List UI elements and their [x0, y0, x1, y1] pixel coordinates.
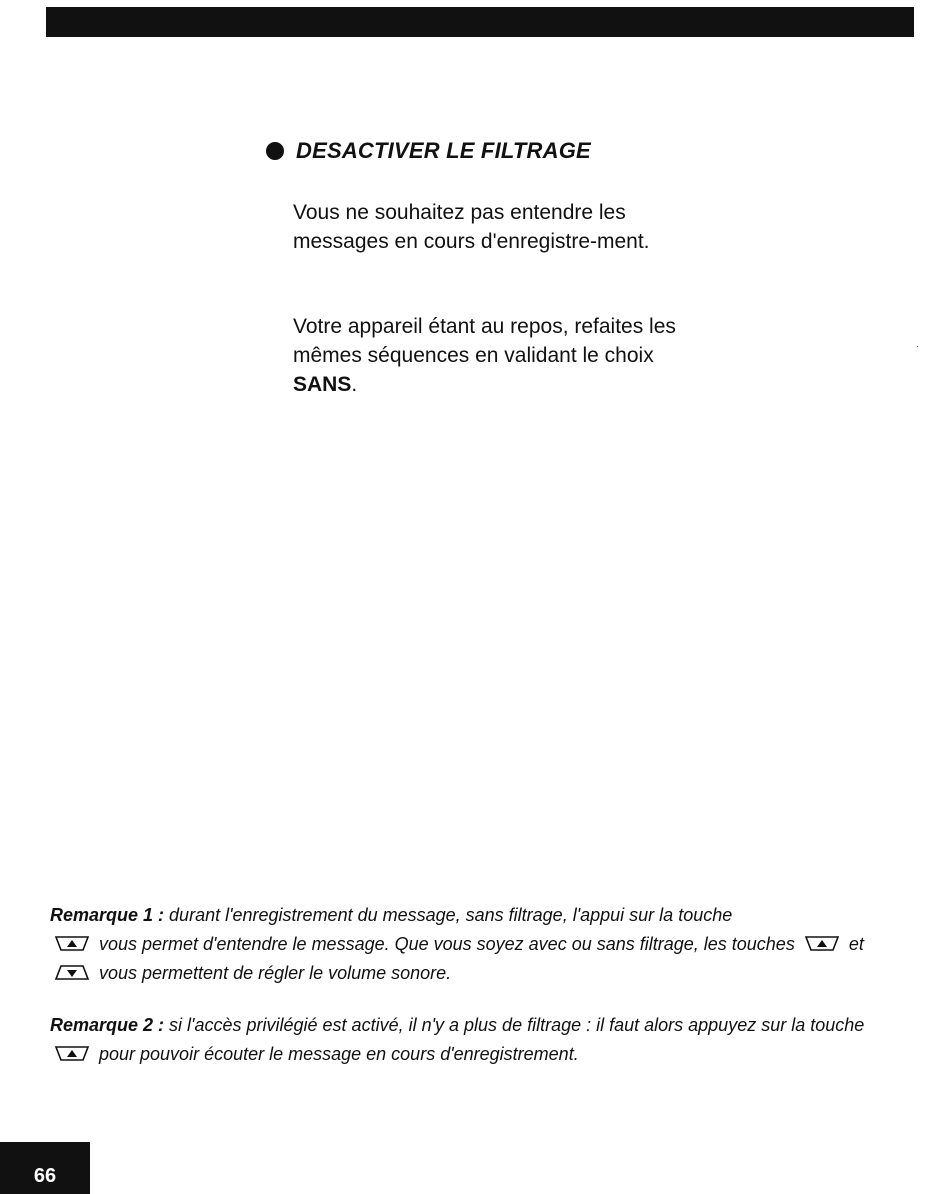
remark-1 — [50, 901, 910, 988]
remark-2 — [50, 1011, 910, 1069]
down-arrow-key-icon — [54, 964, 90, 981]
remark-2-text-b: pour pouvoir écouter le message en cours d'enregistrement. — [94, 1044, 579, 1064]
paragraph-2 — [293, 312, 713, 399]
remark-1-text-a: durant l'enregistrement du message, sans filtrage, l'appui sur la touche — [164, 905, 733, 925]
paragraph-2-end: . — [351, 373, 358, 396]
up-arrow-key-icon — [54, 1045, 90, 1062]
remark-1-label: Remarque 1 : — [50, 905, 165, 925]
header-bar — [46, 7, 914, 37]
paragraph-1: Vous ne souhaitez pas entendre les messages en cours d'enregistre-ment. — [293, 201, 650, 253]
up-arrow-key-icon — [804, 935, 840, 952]
up-arrow-key-icon — [54, 935, 90, 952]
remark-2-label: Remarque 2 : — [50, 1015, 165, 1035]
remark-1-text-d: vous permettent de régler le volume sonore. — [94, 963, 452, 983]
remark-1-text-b: vous permet d'entendre le message. Que vous soyez avec ou sans filtrage, les touches — [94, 934, 800, 954]
paragraph-2-text: Votre appareil étant au repos, refaites les mêmes séquences en validant le choix — [293, 315, 676, 367]
page-number: 66 — [0, 1142, 90, 1194]
section-heading — [266, 138, 591, 164]
bullet-icon — [266, 142, 284, 160]
section-title: DESACTIVER LE FILTRAGE — [296, 138, 591, 163]
remark-2-text-a: si l'accès privilégié est activé, il n'y a plus de filtrage : il faut alors appuyez sur la touche — [164, 1015, 865, 1035]
margin-dot — [917, 346, 918, 347]
choice-sans: SANS — [293, 373, 352, 396]
remark-1-text-c: et — [843, 934, 864, 954]
